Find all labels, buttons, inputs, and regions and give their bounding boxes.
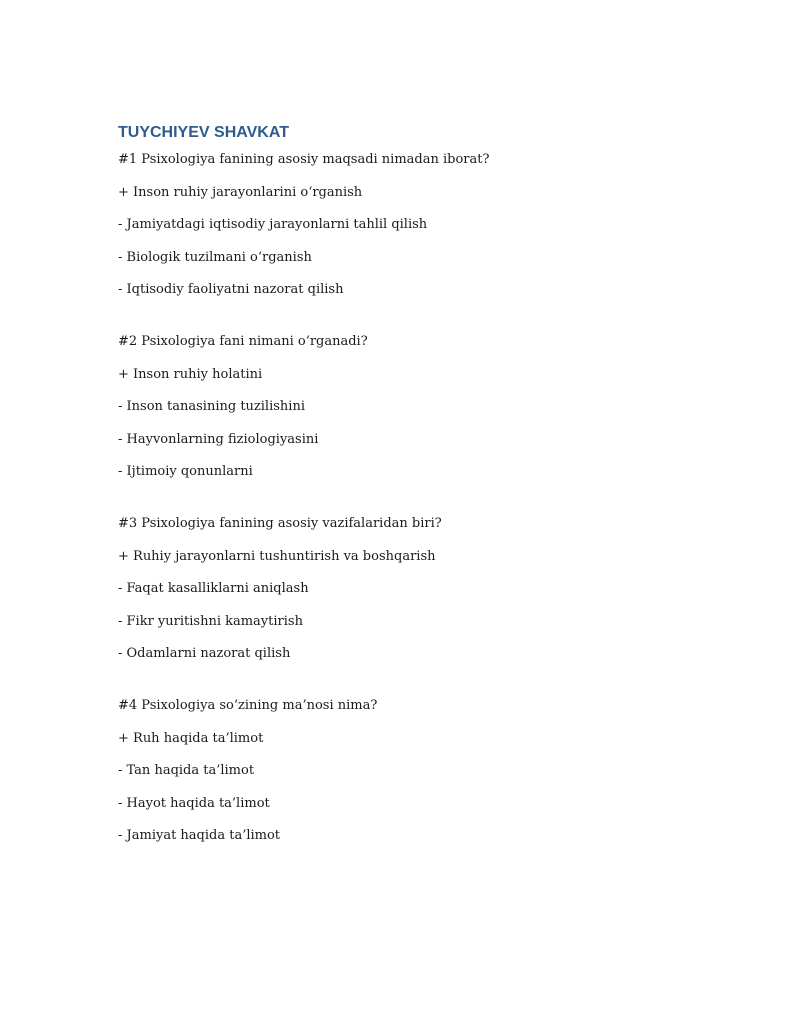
- answer-option: - Tan haqida ta’limot: [118, 763, 255, 778]
- answer-option: - Hayot haqida ta’limot: [118, 795, 270, 811]
- answer-option-correct: + Ruhiy jarayonlarni tushuntirish va boshqarish: [118, 548, 436, 564]
- answer-option: - Faqat kasalliklarni aniqlash: [118, 581, 309, 596]
- question-text: #3 Psixologiya fanining asosiy vazifalaridan biri?: [118, 516, 442, 531]
- answer-option: - Inson tanasining tuzilishini: [118, 399, 305, 414]
- answer-option-correct: + Inson ruhiy jarayonlarini o‘rganish: [118, 184, 363, 200]
- question-block-1: [118, 150, 718, 300]
- answer-option-correct: + Ruh haqida ta’limot: [118, 730, 264, 746]
- document-title: TUYCHIYEV SHAVKAT: [118, 124, 289, 141]
- answer-option-correct: + Inson ruhiy holatini: [118, 366, 263, 382]
- question-text: #2 Psixologiya fani nimani o‘rganadi?: [118, 334, 368, 349]
- question-block-3: [118, 514, 718, 664]
- answer-option: - Jamiyat haqida ta’limot: [118, 828, 281, 843]
- answer-option: - Hayvonlarning fiziologiyasini: [118, 431, 319, 447]
- answer-option: - Ijtimoiy qonunlarni: [118, 464, 253, 479]
- answer-option: - Fikr yuritishni kamaytirish: [118, 613, 303, 629]
- answer-option: - Iqtisodiy faoliyatni nazorat qilish: [118, 282, 344, 297]
- answer-option: - Jamiyatdagi iqtisodiy jarayonlarni tahlil qilish: [118, 217, 428, 232]
- question-text: #1 Psixologiya fanining asosiy maqsadi nimadan iborat?: [118, 152, 490, 167]
- document-body: [118, 122, 718, 859]
- answer-option: - Biologik tuzilmani o‘rganish: [118, 249, 312, 265]
- answer-option: - Odamlarni nazorat qilish: [118, 646, 291, 661]
- question-block-4: [118, 696, 718, 846]
- question-block-2: [118, 332, 718, 482]
- question-text: #4 Psixologiya so‘zining ma’nosi nima?: [118, 698, 378, 713]
